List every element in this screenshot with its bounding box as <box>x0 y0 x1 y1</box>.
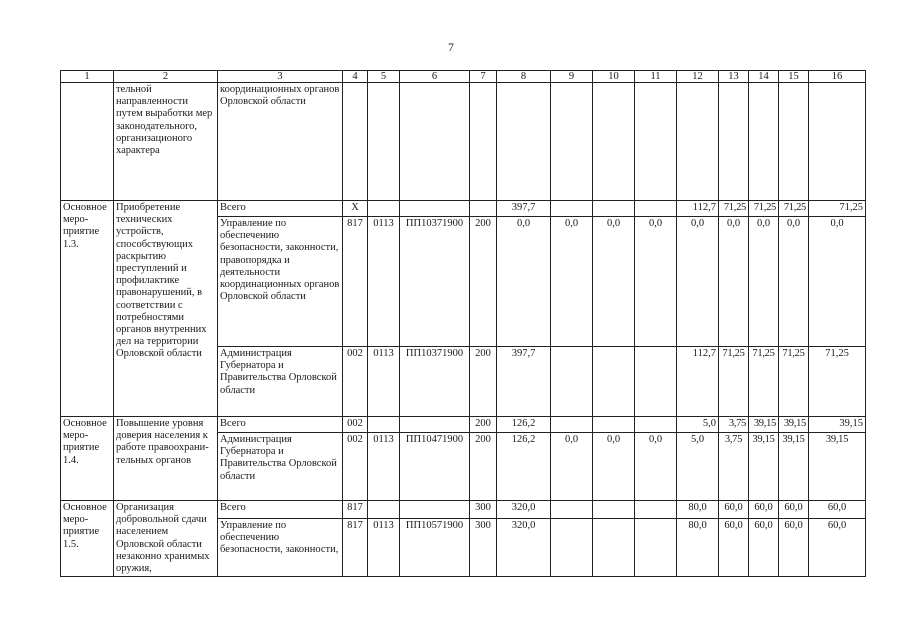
value-cell: 71,25 <box>749 347 779 417</box>
header-cell: 5 <box>368 71 400 83</box>
header-cell: 9 <box>551 71 593 83</box>
value-cell: 39,15 <box>779 417 809 433</box>
value-cell: 0,0 <box>635 433 677 501</box>
budget-table <box>60 70 866 577</box>
rzpr-code: 0113 <box>368 433 400 501</box>
value-cell <box>635 417 677 433</box>
vr-code: 200 <box>470 433 497 501</box>
csr-code <box>400 201 470 217</box>
grbs-code: 002 <box>343 417 368 433</box>
measure-number: Основное меро-приятие 1.4. <box>61 417 114 501</box>
header-cell: 13 <box>719 71 749 83</box>
value-cell: 80,0 <box>677 501 719 519</box>
header-cell: 6 <box>400 71 470 83</box>
measure-number: Основное меро-приятие 1.3. <box>61 201 114 417</box>
vr-code: 200 <box>470 417 497 433</box>
value-cell: 71,25 <box>779 201 809 217</box>
value-cell <box>551 417 593 433</box>
value-cell <box>635 501 677 519</box>
rzpr-code: 0113 <box>368 347 400 417</box>
value-cell: 60,0 <box>779 518 809 576</box>
value-cell: 71,25 <box>809 201 866 217</box>
executor-cont: координационных органов Орловской области <box>218 83 343 201</box>
value-cell: 39,15 <box>809 417 866 433</box>
value-cell: 60,0 <box>749 501 779 519</box>
value-cell: 0,0 <box>593 217 635 347</box>
executor: Управление по обеспечению безопасности, законности, <box>218 518 343 576</box>
executor: Администрация Губернатора и Правительства Орловской области <box>218 347 343 417</box>
value-cell <box>551 518 593 576</box>
measure-number: Основное меро-приятие 1.5. <box>61 501 114 577</box>
value-cell <box>551 347 593 417</box>
table-row <box>61 501 866 519</box>
vr-code: 200 <box>470 347 497 417</box>
grbs-code: 817 <box>343 518 368 576</box>
page-number: 7 <box>448 40 454 54</box>
value-cell: 39,15 <box>749 433 779 501</box>
value-cell: 3,75 <box>719 433 749 501</box>
value-cell: 126,2 <box>497 417 551 433</box>
value-cell: 112,7 <box>677 201 719 217</box>
value-cell: 397,7 <box>497 347 551 417</box>
value-cell: 320,0 <box>497 501 551 519</box>
value-cell: 3,75 <box>719 417 749 433</box>
value-cell: 126,2 <box>497 433 551 501</box>
rzpr-code: 0113 <box>368 518 400 576</box>
vr-code: 300 <box>470 501 497 519</box>
header-cell: 16 <box>809 71 866 83</box>
value-cell <box>593 201 635 217</box>
header-cell: 11 <box>635 71 677 83</box>
header-cell: 4 <box>343 71 368 83</box>
value-cell: 60,0 <box>719 518 749 576</box>
value-cell <box>551 501 593 519</box>
value-cell: 71,25 <box>749 201 779 217</box>
value-cell: 60,0 <box>809 518 866 576</box>
value-cell <box>635 347 677 417</box>
measure-name-cont: тельной направленности путем выработки мер законодательного, организационого характера <box>114 83 218 201</box>
value-cell: 5,0 <box>677 417 719 433</box>
grbs-code: Х <box>343 201 368 217</box>
rzpr-code <box>368 501 400 519</box>
header-cell: 1 <box>61 71 114 83</box>
header-cell: 7 <box>470 71 497 83</box>
executor: Управление по обеспечению безопасности, законности, правопорядка и деятельности координационных органов Орловской области <box>218 217 343 347</box>
value-cell <box>593 347 635 417</box>
value-cell: 5,0 <box>677 433 719 501</box>
header-cell: 8 <box>497 71 551 83</box>
value-cell: 39,15 <box>749 417 779 433</box>
csr-code: ПП10571900 <box>400 518 470 576</box>
value-cell: 80,0 <box>677 518 719 576</box>
table-row <box>61 83 866 201</box>
grbs-code: 002 <box>343 347 368 417</box>
measure-name: Повышение уровня доверия населения к работе правоохрани-тельных органов <box>114 417 218 501</box>
value-cell: 0,0 <box>551 217 593 347</box>
csr-code <box>400 501 470 519</box>
value-cell: 39,15 <box>779 433 809 501</box>
value-cell: 0,0 <box>677 217 719 347</box>
rzpr-code <box>368 201 400 217</box>
value-cell: 71,25 <box>719 347 749 417</box>
value-cell: 0,0 <box>497 217 551 347</box>
vr-code <box>470 201 497 217</box>
value-cell: 60,0 <box>809 501 866 519</box>
value-cell <box>635 201 677 217</box>
value-cell: 0,0 <box>809 217 866 347</box>
header-cell: 10 <box>593 71 635 83</box>
header-row <box>61 71 866 83</box>
value-cell: 60,0 <box>749 518 779 576</box>
value-cell: 39,15 <box>809 433 866 501</box>
value-cell: 60,0 <box>779 501 809 519</box>
executor: Администрация Губернатора и Правительства Орловской области <box>218 433 343 501</box>
rzpr-code: 0113 <box>368 217 400 347</box>
value-cell: 0,0 <box>635 217 677 347</box>
header-cell: 2 <box>114 71 218 83</box>
value-cell: 397,7 <box>497 201 551 217</box>
header-cell: 15 <box>779 71 809 83</box>
measure-name: Приобретение технических устройств, способствующих раскрытию преступлений и профилактике правонарушений, в соответствии с потребностями органов внутренних дел на территории Орловской области <box>114 201 218 417</box>
csr-code <box>400 417 470 433</box>
value-cell: 0,0 <box>551 433 593 501</box>
executor: Всего <box>218 417 343 433</box>
value-cell: 60,0 <box>719 501 749 519</box>
grbs-code: 002 <box>343 433 368 501</box>
table-row <box>61 201 866 217</box>
table-row <box>61 417 866 433</box>
value-cell: 0,0 <box>719 217 749 347</box>
value-cell <box>593 417 635 433</box>
value-cell: 0,0 <box>749 217 779 347</box>
table-cell <box>61 83 114 201</box>
executor: Всего <box>218 201 343 217</box>
header-cell: 3 <box>218 71 343 83</box>
value-cell: 71,25 <box>779 347 809 417</box>
value-cell <box>551 201 593 217</box>
value-cell <box>593 518 635 576</box>
value-cell: 0,0 <box>779 217 809 347</box>
value-cell: 320,0 <box>497 518 551 576</box>
vr-code: 300 <box>470 518 497 576</box>
executor: Всего <box>218 501 343 519</box>
csr-code: ПП10471900 <box>400 433 470 501</box>
header-cell: 12 <box>677 71 719 83</box>
value-cell: 71,25 <box>809 347 866 417</box>
value-cell: 0,0 <box>593 433 635 501</box>
value-cell <box>593 501 635 519</box>
grbs-code: 817 <box>343 501 368 519</box>
value-cell: 71,25 <box>719 201 749 217</box>
header-cell: 14 <box>749 71 779 83</box>
csr-code: ПП10371900 <box>400 347 470 417</box>
measure-name: Организация добровольной сдачи населением Орловской области незаконно хранимых оружия, <box>114 501 218 577</box>
grbs-code: 817 <box>343 217 368 347</box>
value-cell: 112,7 <box>677 347 719 417</box>
vr-code: 200 <box>470 217 497 347</box>
rzpr-code <box>368 417 400 433</box>
csr-code: ПП10371900 <box>400 217 470 347</box>
value-cell <box>635 518 677 576</box>
